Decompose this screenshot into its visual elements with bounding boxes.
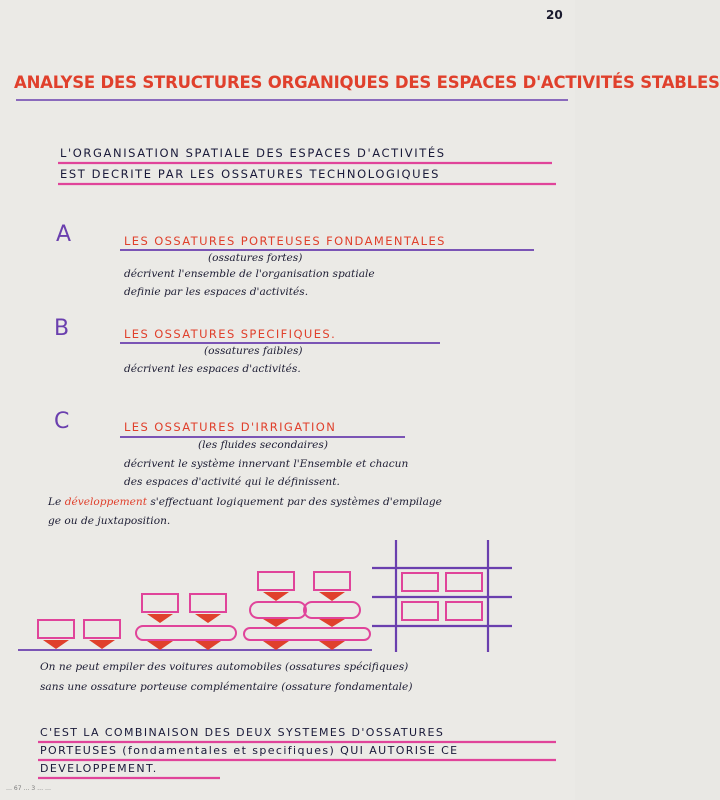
page-title: ANALYSE DES STRUCTURES ORGANIQUES DES ESPACES D'ACTIVITÉS STABLES [14,73,720,92]
development-line-2: ge ou de juxtaposition. [48,515,171,527]
page-number: 20 [546,8,563,22]
archive-code: … 67 … 3 … … [6,785,51,792]
section-b-letter: B [54,316,70,341]
intro-line-2: EST DECRITE PAR LES OSSATURES TECHNOLOGIQUES [60,167,440,181]
diagram-stage-1 [38,620,120,638]
development-line-1 [48,496,442,508]
section-c-line-2: des espaces d'activité qui le définissent. [124,476,340,488]
section-b-heading: LES OSSATURES SPECIFIQUES. [124,327,337,341]
section-a-line-2: definie par les espaces d'activités. [124,286,309,298]
caption-line-1: On ne peut empiler des voitures automobiles (ossatures spécifiques) [40,661,409,673]
diagram-stage-3 [244,572,370,640]
section-c-heading: LES OSSATURES D'IRRIGATION [124,420,337,434]
diagram-stage-1-arrows [43,640,115,649]
development-rest: s'effectuant logiquement par des systèmes d'empilage [150,496,442,508]
development-highlight: développement [64,496,147,508]
section-c-letter: C [54,409,70,434]
caption-line-2: sans une ossature porteuse complémentaire (ossature fondamentale) [40,681,413,693]
section-c-line-1: décrivent le système innervant l'Ensemble et chacun [124,458,409,470]
diagram-stage-2 [136,594,236,640]
section-b-subtitle: (ossatures faibles) [204,345,303,357]
intro-line-1: L'ORGANISATION SPATIALE DES ESPACES D'ACTIVITÉS [60,146,446,160]
conclusion-line-2: PORTEUSES (fondamentales et specifiques) QUI AUTORISE CE [40,744,459,757]
fundamental-frame-grid [372,540,512,652]
section-c-subtitle: (les fluides secondaires) [198,439,328,451]
section-a-line-1: décrivent l'ensemble de l'organisation spatiale [124,268,375,280]
section-a-subtitle: (ossatures fortes) [208,252,303,264]
section-a-heading: LES OSSATURES PORTEUSES FONDAMENTALES [124,234,446,248]
section-a-letter: A [56,222,72,247]
diagram-stage-3-arrows [263,592,345,650]
section-b-line-1: décrivent les espaces d'activités. [124,363,301,375]
development-word-le: Le [48,496,62,508]
conclusion-line-1: C'EST LA COMBINAISON DES DEUX SYSTEMES D'OSSATURES [40,726,445,739]
conclusion-line-3: DEVELOPPEMENT. [40,762,158,775]
diagram-stage-2-arrows [147,614,221,650]
